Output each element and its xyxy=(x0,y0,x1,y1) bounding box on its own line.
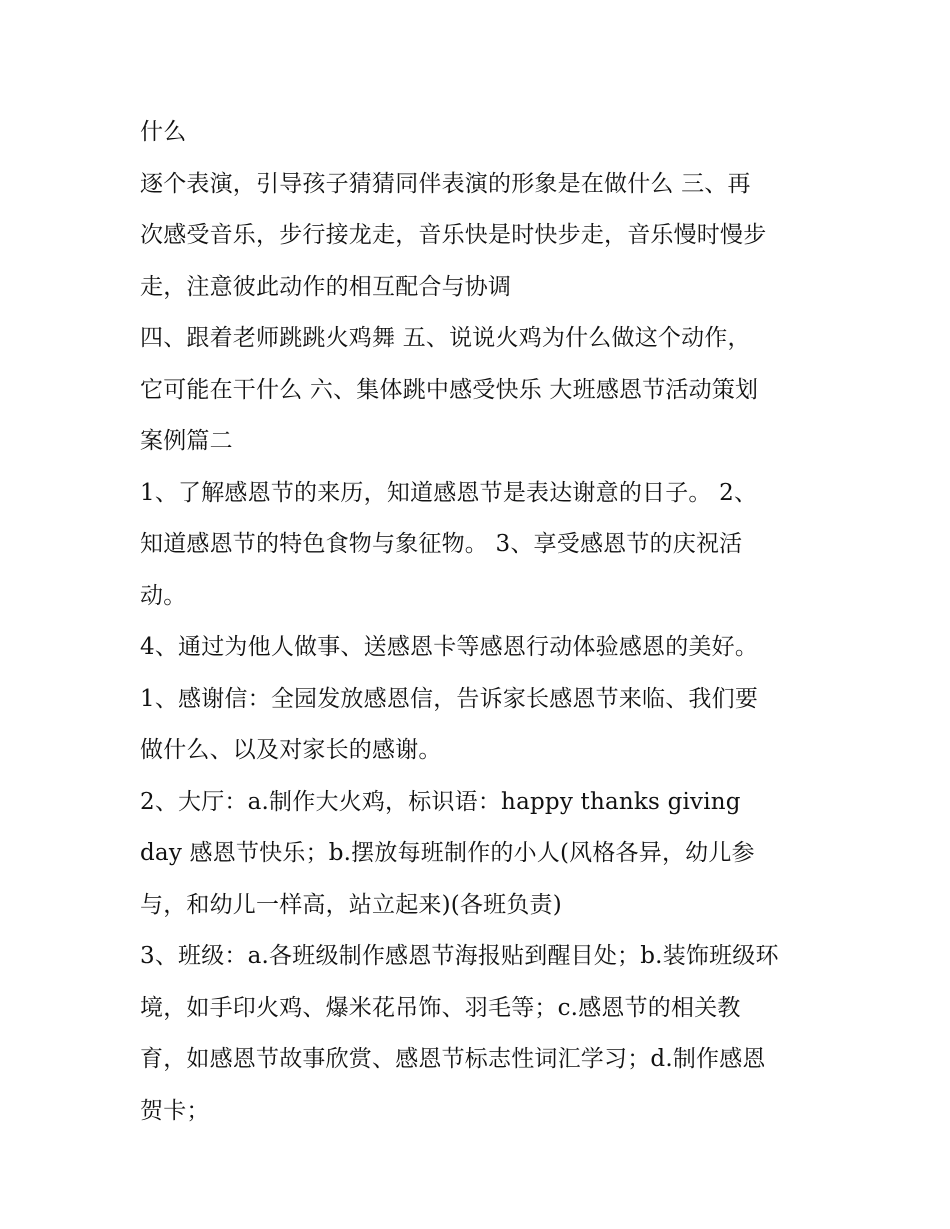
text-line: 与，和幼儿一样高，站立起来)(各班负责) xyxy=(140,891,562,918)
text-line: 育，如感恩节故事欣赏、感恩节标志性词汇学习；d.制作感恩 xyxy=(140,1046,766,1072)
text-line: 知道感恩节的特色食物与象征物。 3、享受感恩节的庆祝活 xyxy=(140,531,743,557)
text-line: 什么 xyxy=(140,119,187,145)
text-line: 四、跟着老师跳跳火鸡舞 五、说说火鸡为什么做这个动作， xyxy=(140,325,751,351)
text-line: 它可能在干什么 六、集体跳中感受快乐 大班感恩节活动策划 xyxy=(140,376,759,403)
text-line: 走，注意彼此动作的相互配合与协调 xyxy=(140,273,512,300)
text-line: day 感恩节快乐；b.摆放每班制作的小人(风格各异，幼儿参 xyxy=(140,840,755,866)
text-line: 做什么、以及对家长的感谢。 xyxy=(140,737,442,763)
text-line: 1、感谢信：全园发放感恩信，告诉家长感恩节来临、我们要 xyxy=(140,685,759,712)
text-line: 案例篇二 xyxy=(140,428,233,454)
text-line: 动。 xyxy=(140,582,187,609)
text-line: 逐个表演，引导孩子猜猜同伴表演的形象是在做什么 三、再 xyxy=(140,170,751,197)
body-text xyxy=(140,107,830,1137)
text-line: 境，如手印火鸡、爆米花吊饰、羽毛等；c.感恩节的相关教 xyxy=(140,994,741,1021)
text-line: 次感受音乐，步行接龙走，音乐快是时快步走，音乐慢时慢步 xyxy=(140,222,767,248)
text-line: 贺卡； xyxy=(140,1097,210,1124)
text-line: 4、通过为他人做事、送感恩卡等感恩行动体验感恩的美好。 xyxy=(140,634,759,660)
text-line: 1、了解感恩节的来历，知道感恩节是表达谢意的日子。 2、 xyxy=(140,479,758,506)
text-line: 3、班级：a.各班级制作感恩节海报贴到醒目处；b.装饰班级环 xyxy=(140,943,779,969)
text-line: 2、大厅：a.制作大火鸡，标识语：happy thanks giving xyxy=(140,788,741,815)
